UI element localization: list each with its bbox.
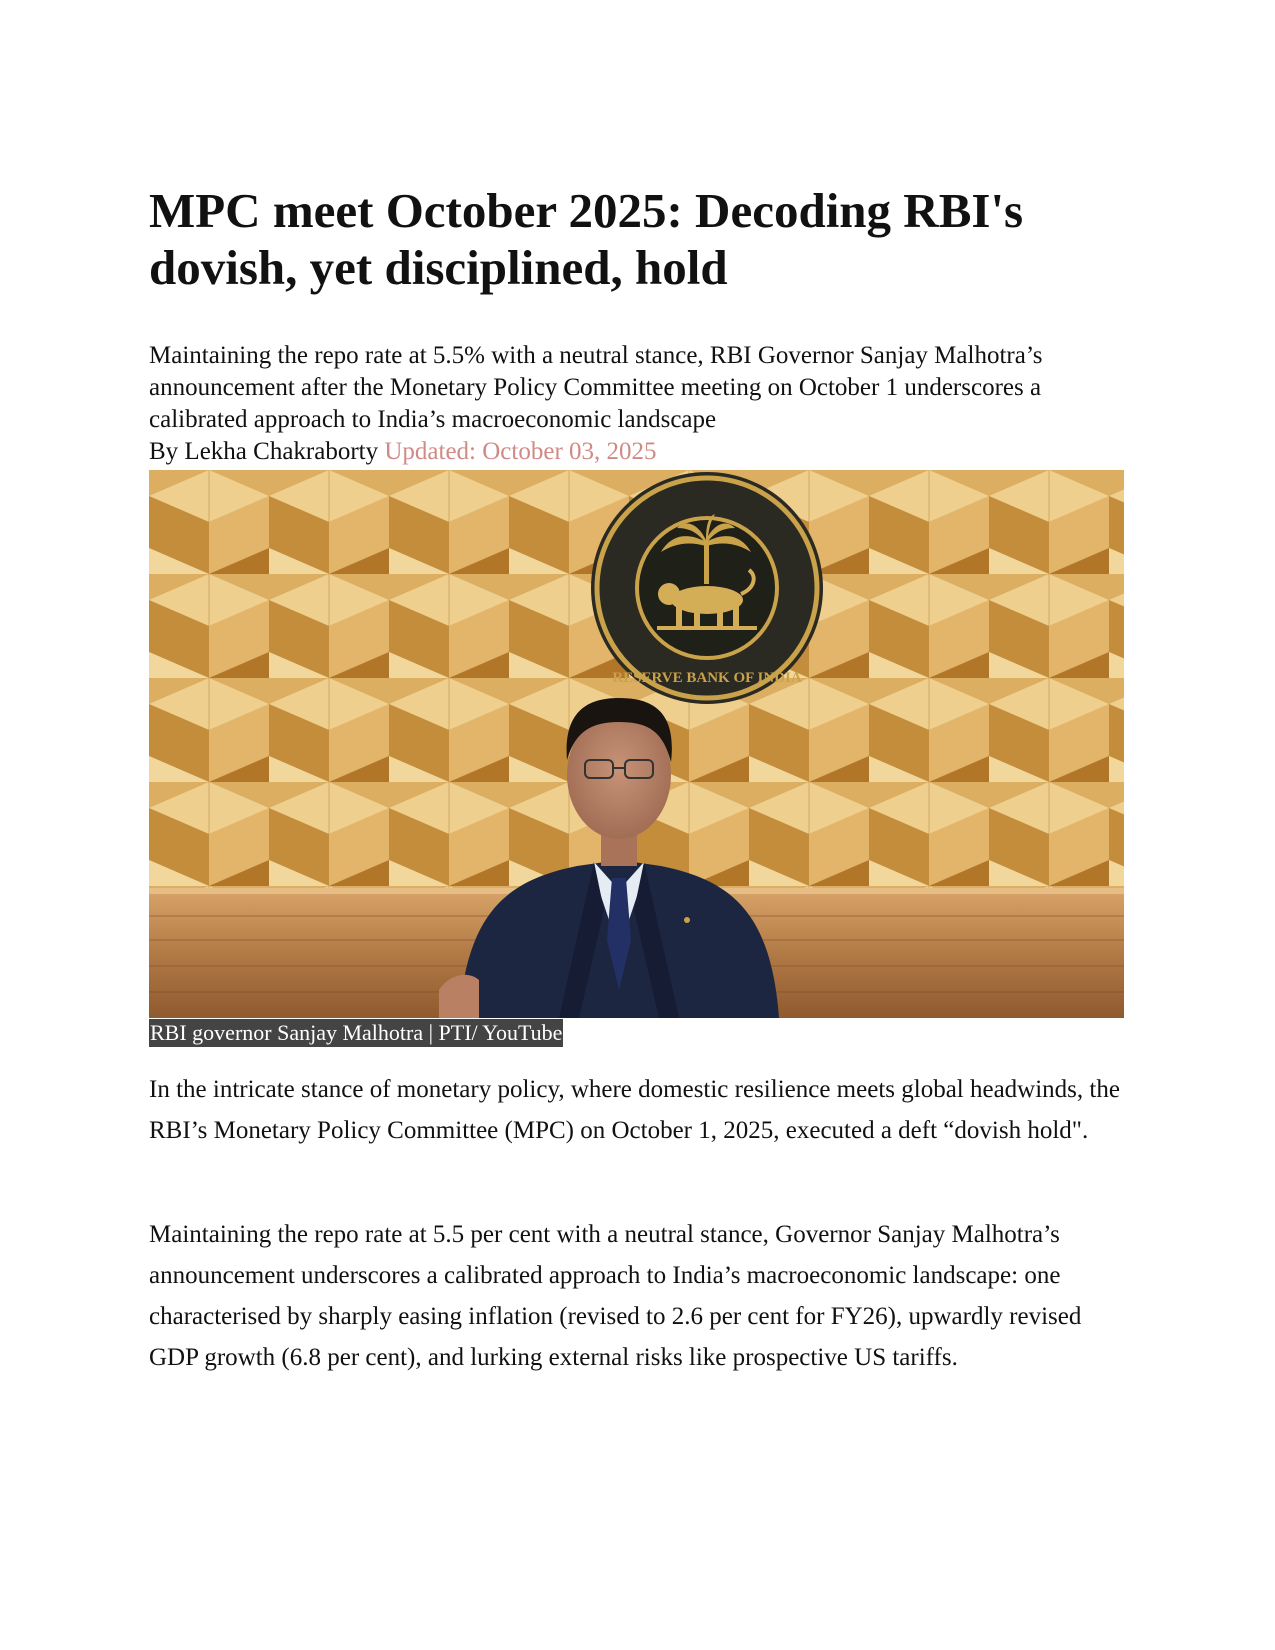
byline — [149, 436, 657, 468]
seal-text: RESERVE BANK OF INDIA — [612, 670, 802, 686]
body-paragraph-2: Maintaining the repo rate at 5.5 per cent with a neutral stance, Governor Sanjay Malhotra’s announcement underscores a calibrated approach to India’s macroeconomic landscape: one characterised by sharply easing inflation (revised to 2.6 per cent for FY26), upwardly revised GDP growth (6.8 per cent), and lurking external risks like prospective US tariffs. — [149, 1221, 1082, 1371]
article-photo — [149, 470, 1124, 1018]
rbi-seal — [591, 472, 823, 704]
updated-date: Updated: October 03, 2025 — [384, 438, 657, 465]
byline-author: By Lekha Chakraborty — [149, 438, 379, 465]
body-paragraph-1: In the intricate stance of monetary policy, where domestic resilience meets global headwinds, the RBI’s Monetary Policy Committee (MPC) on October 1, 2025, executed a deft “dovish hold". — [149, 1076, 1120, 1144]
standfirst: Maintaining the repo rate at 5.5% with a neutral stance, RBI Governor Sanjay Malhotra’s announcement after the Monetary Policy Committee meeting on October 1 underscores a calibrated approach to India’s macroeconomic landscape — [149, 342, 1043, 433]
image-caption: RBI governor Sanjay Malhotra | PTI/ YouTube — [150, 1020, 563, 1045]
headline: MPC meet October 2025: Decoding RBI's dovish, yet disciplined, hold — [149, 183, 1024, 295]
